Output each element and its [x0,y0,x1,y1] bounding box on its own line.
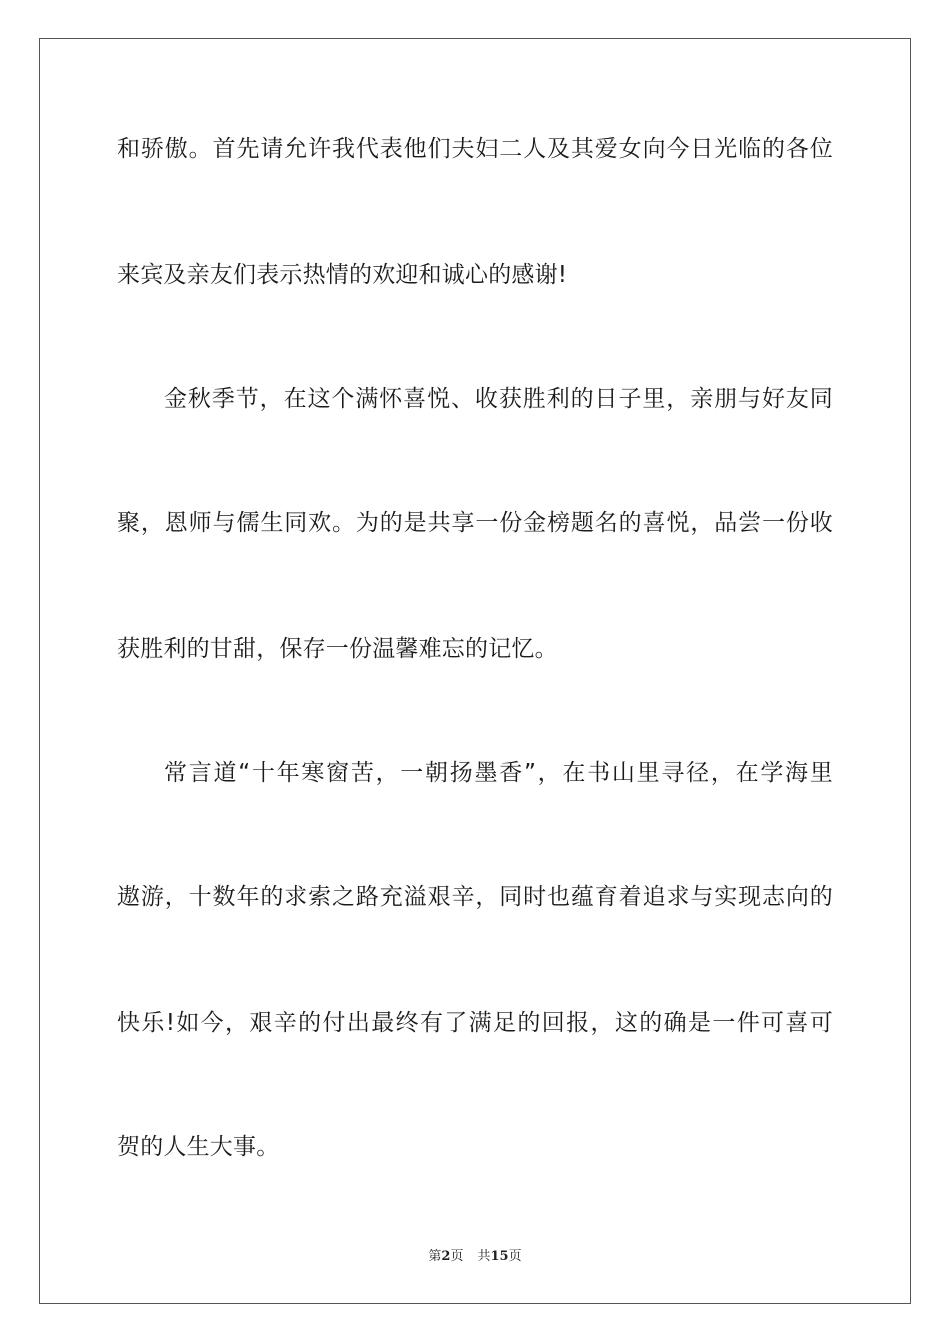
paragraph-line: 来宾及亲友们表示热情的欢迎和诚心的感谢! [117,262,568,288]
total-pages: 15 [490,1249,509,1264]
paragraph-line: 获胜利的甘甜，保存一份温馨难忘的记忆。 [117,636,558,662]
total-suffix: 页 [508,1249,522,1264]
page-number: 2 [441,1249,451,1264]
paragraph-line: 常言道“十年寒窗苦，一朝扬墨香”，在书山里寻径，在学海里 [164,760,833,786]
page-border [39,38,911,1304]
total-prefix: 共 [477,1249,491,1264]
page-prefix: 第 [428,1249,442,1264]
paragraph-line: 快乐!如今，艰辛的付出最终有了满足的回报，这的确是一件可喜可 [117,1010,833,1036]
paragraph-line: 和骄傲。首先请允许我代表他们夫妇二人及其爱女向今日光临的各位 [117,136,833,162]
page-suffix: 页 [450,1249,464,1264]
paragraph-line: 遨游，十数年的求索之路充溢艰辛，同时也蕴育着追求与实现志向的 [117,884,833,910]
paragraph-line: 聚，恩师与儒生同欢。为的是共享一份金榜题名的喜悦，品尝一份收 [117,510,833,536]
paragraph-line: 贺的人生大事。 [117,1134,280,1160]
page-footer [0,1248,950,1266]
paragraph-line: 金秋季节，在这个满怀喜悦、收获胜利的日子里，亲朋与好友同 [164,386,833,412]
